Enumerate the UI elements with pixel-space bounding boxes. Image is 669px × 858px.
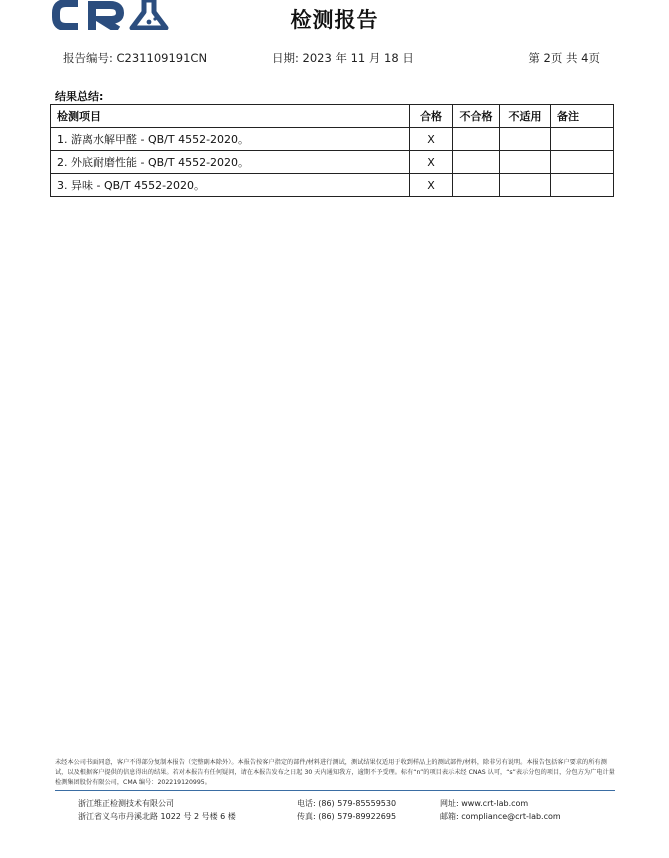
footer-web — [440, 797, 561, 823]
header-pass: 合格 — [410, 105, 453, 128]
report-date: 日期: 2023 年 11 月 18 日 — [272, 51, 414, 65]
footer-divider — [55, 790, 615, 791]
header-not-applicable: 不适用 — [500, 105, 551, 128]
fail-mark — [453, 128, 500, 151]
disclaimer-text: 未经本公司书面同意，客户不得部分复制本报告（完整副本除外）。本报告按客户指定的部件/材料进行测试，测试结果仅适用于收到样品上的测试部件/材料，除非另有说明。本报告包括客户要求的所有测试，以及根据客户提供的信息得出的结果。若对本报告有任何疑问，请在本报告发布之日起 30 天内通知我方，逾期不予受理。标有“n”的项目表示未经 CNAS 认可，“s”表示分包的项目，分包方为广电计量检测集团股份有限公司，CMA 编号：202219120995。 — [55, 759, 615, 786]
table-header-row — [51, 105, 614, 128]
test-item: 3. 异味 - QB/T 4552-2020。 — [51, 174, 410, 197]
na-mark — [500, 128, 551, 151]
report-title: 检测报告 — [290, 8, 379, 32]
footer-contact — [297, 797, 396, 823]
page-number: 第 2页 共 4页 — [528, 51, 600, 65]
footer-company-info — [78, 797, 236, 823]
remarks-cell — [551, 128, 614, 151]
pass-mark: X — [410, 151, 453, 174]
pass-mark: X — [410, 174, 453, 197]
fax-number: 传真: (86) 579-89922695 — [297, 812, 397, 821]
fail-mark — [453, 151, 500, 174]
email-link[interactable]: 邮箱: compliance@crt-lab.com — [440, 812, 561, 821]
website-link[interactable]: 网址: www.crt-lab.com — [440, 799, 529, 808]
test-item: 2. 外底耐磨性能 - QB/T 4552-2020。 — [51, 151, 410, 174]
header-test-item: 检测项目 — [51, 105, 410, 128]
summary-heading: 结果总结: — [55, 90, 104, 103]
remarks-cell — [551, 151, 614, 174]
header-remarks: 备注 — [551, 105, 614, 128]
phone-number: 电话: (86) 579-85559530 — [297, 799, 397, 808]
results-table — [50, 104, 614, 197]
table-row — [51, 174, 614, 197]
table-row — [51, 128, 614, 151]
test-item: 1. 游离水解甲醛 - QB/T 4552-2020。 — [51, 128, 410, 151]
fail-mark — [453, 174, 500, 197]
remarks-cell — [551, 174, 614, 197]
header-fail: 不合格 — [453, 105, 500, 128]
na-mark — [500, 151, 551, 174]
na-mark — [500, 174, 551, 197]
table-row — [51, 151, 614, 174]
report-number: 报告编号: C231109191CN — [63, 51, 208, 65]
company-name: 浙江维正检测技术有限公司 — [78, 799, 174, 808]
company-address: 浙江省义乌市丹溪北路 1022 号 2 号楼 6 楼 — [78, 812, 236, 821]
pass-mark: X — [410, 128, 453, 151]
